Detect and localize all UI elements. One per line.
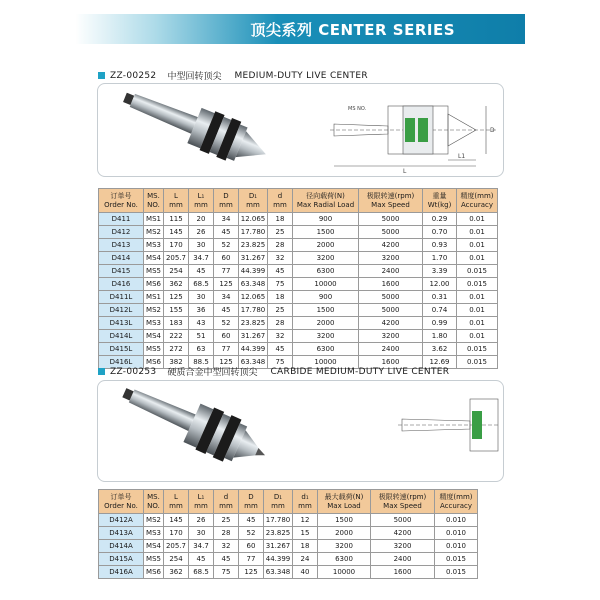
table-cell: 12.00 <box>423 278 457 291</box>
table-cell: 32 <box>268 330 293 343</box>
table-cell: 0.01 <box>457 317 498 330</box>
table-cell: 205.7 <box>164 252 189 265</box>
table-cell: 23.825 <box>239 317 268 330</box>
table-cell: 145 <box>164 226 189 239</box>
col-header: 径向载荷(N) Max Radial Load <box>293 189 359 213</box>
table-cell: 23.825 <box>264 527 293 540</box>
table-cell: 20 <box>189 213 214 226</box>
order-number-cell: D411L <box>99 291 144 304</box>
table-cell: 51 <box>189 330 214 343</box>
table-cell: 26 <box>189 226 214 239</box>
table-cell: 60 <box>214 330 239 343</box>
section-code: ZZ-00253 <box>110 366 157 377</box>
order-number-cell: D416L <box>99 356 144 369</box>
table-cell: 24 <box>293 553 318 566</box>
table-cell: 45 <box>214 304 239 317</box>
table-cell: MS2 <box>144 226 164 239</box>
order-number-cell: D413L <box>99 317 144 330</box>
table-cell: 63.348 <box>239 278 268 291</box>
section-title-en: CARBIDE MEDIUM-DUTY LIVE CENTER <box>270 366 450 377</box>
col-header: d₁ mm <box>293 490 318 514</box>
table-cell: 18 <box>268 291 293 304</box>
table-cell: 34.7 <box>189 252 214 265</box>
table-cell: 0.015 <box>457 356 498 369</box>
table-cell: 125 <box>214 356 239 369</box>
table-cell: 75 <box>268 356 293 369</box>
table-cell: 25 <box>268 304 293 317</box>
table-cell: 3200 <box>293 330 359 343</box>
table-cell: 3200 <box>371 540 435 553</box>
table-cell: 63.348 <box>239 356 268 369</box>
section-marker-icon <box>98 368 105 375</box>
table-cell: 145 <box>164 514 189 527</box>
order-number-cell: D411 <box>99 213 144 226</box>
table-cell: 28 <box>268 317 293 330</box>
table-cell: 1600 <box>371 566 435 579</box>
col-header: 订单号 Order No. <box>99 189 144 213</box>
col-header: 订单号 Order No. <box>99 490 144 514</box>
order-number-cell: D415L <box>99 343 144 356</box>
table-cell: 12 <box>293 514 318 527</box>
table-cell: 30 <box>189 239 214 252</box>
col-header: MS. NO. <box>144 189 164 213</box>
table-cell: 1.80 <box>423 330 457 343</box>
table-cell: 125 <box>214 278 239 291</box>
table-cell: 44.399 <box>239 343 268 356</box>
table-cell: 18 <box>268 213 293 226</box>
table-cell: 362 <box>164 278 189 291</box>
table-cell: 0.010 <box>435 540 478 553</box>
table-cell: 43 <box>189 317 214 330</box>
spec-table-carbide <box>98 489 478 579</box>
table-cell: 0.01 <box>457 239 498 252</box>
table-row <box>99 239 498 252</box>
col-header: 重量 Wt(kg) <box>423 189 457 213</box>
table-cell: 88.5 <box>189 356 214 369</box>
table-cell: 3.39 <box>423 265 457 278</box>
order-number-cell: D412A <box>99 514 144 527</box>
table-cell: 30 <box>189 291 214 304</box>
table-row <box>99 213 498 226</box>
table-cell: 5000 <box>359 304 423 317</box>
table-cell: 10000 <box>293 356 359 369</box>
col-header: d mm <box>268 189 293 213</box>
order-number-cell: D414 <box>99 252 144 265</box>
table-row <box>99 527 478 540</box>
table-cell: 15 <box>293 527 318 540</box>
table-cell: 3200 <box>359 252 423 265</box>
table-cell: 0.01 <box>457 226 498 239</box>
table-cell: 45 <box>268 343 293 356</box>
section-heading-carbide <box>98 365 449 378</box>
table-cell: 0.99 <box>423 317 457 330</box>
table-cell: 36 <box>189 304 214 317</box>
section-title-en: MEDIUM-DUTY LIVE CENTER <box>234 70 368 81</box>
table-cell: 45 <box>268 265 293 278</box>
table-cell: 26 <box>189 514 214 527</box>
table-cell: 1600 <box>359 278 423 291</box>
order-number-cell: D414L <box>99 330 144 343</box>
table-cell: 12.065 <box>239 213 268 226</box>
table-cell: 31.267 <box>239 252 268 265</box>
col-header: D₁ mm <box>264 490 293 514</box>
drawing-label-D: D <box>490 127 495 134</box>
table-cell: 1.70 <box>423 252 457 265</box>
table-row <box>99 265 498 278</box>
table-row <box>99 553 478 566</box>
table-cell: MS4 <box>144 252 164 265</box>
col-header: D mm <box>239 490 264 514</box>
table-cell: 4200 <box>359 317 423 330</box>
table-cell: MS4 <box>144 330 164 343</box>
table-cell: 1600 <box>359 356 423 369</box>
live-center-photo-illustration <box>98 84 503 176</box>
table-cell: 0.01 <box>457 213 498 226</box>
table-cell: 2400 <box>371 553 435 566</box>
table-cell: MS6 <box>144 356 164 369</box>
col-header: D₁ mm <box>239 189 268 213</box>
table-cell: 45 <box>189 265 214 278</box>
order-number-cell: D416A <box>99 566 144 579</box>
table-cell: 900 <box>293 213 359 226</box>
order-number-cell: D412L <box>99 304 144 317</box>
table-cell: 60 <box>239 540 264 553</box>
order-number-cell: D413A <box>99 527 144 540</box>
table-cell: 77 <box>239 553 264 566</box>
table-cell: 34 <box>214 291 239 304</box>
table-cell: MS5 <box>144 265 164 278</box>
table-cell: 125 <box>239 566 264 579</box>
section-marker-icon <box>98 72 105 79</box>
table-row <box>99 540 478 553</box>
table-cell: 60 <box>214 252 239 265</box>
col-header: L mm <box>164 490 189 514</box>
table-cell: 2000 <box>293 239 359 252</box>
table-row <box>99 226 498 239</box>
table-header-row <box>99 490 478 514</box>
product-image-panel-2 <box>97 380 504 482</box>
col-header: L₁ mm <box>189 189 214 213</box>
table-cell: 205.7 <box>164 540 189 553</box>
table-cell: 44.399 <box>264 553 293 566</box>
table-cell: 25 <box>214 514 239 527</box>
table-cell: 31.267 <box>264 540 293 553</box>
table-cell: 52 <box>239 527 264 540</box>
table-cell: 3.62 <box>423 343 457 356</box>
table-cell: 28 <box>268 239 293 252</box>
table-cell: 0.70 <box>423 226 457 239</box>
table-cell: 0.01 <box>457 304 498 317</box>
table-cell: 5000 <box>359 291 423 304</box>
table-cell: 155 <box>164 304 189 317</box>
table-cell: 68.5 <box>189 566 214 579</box>
col-header: L mm <box>164 189 189 213</box>
table-cell: 362 <box>164 566 189 579</box>
table-cell: 17.780 <box>264 514 293 527</box>
table-cell: 10000 <box>318 566 371 579</box>
center-photo <box>117 84 274 174</box>
col-header: 精度(mm) Accuracy <box>457 189 498 213</box>
table-cell: 3200 <box>359 330 423 343</box>
table-cell: 17.780 <box>239 304 268 317</box>
table-cell: 32 <box>214 540 239 553</box>
spec-table-medium-duty <box>98 188 498 369</box>
table-cell: 63 <box>189 343 214 356</box>
table-cell: 2000 <box>293 317 359 330</box>
table-cell: 382 <box>164 356 189 369</box>
table-cell: 6300 <box>293 343 359 356</box>
order-number-cell: D415A <box>99 553 144 566</box>
table-row <box>99 566 478 579</box>
table-cell: 6300 <box>293 265 359 278</box>
table-cell: 5000 <box>359 213 423 226</box>
table-cell: 1500 <box>318 514 371 527</box>
page-title: 顶尖系列 CENTER SERIES <box>250 21 455 39</box>
table-cell: 5000 <box>359 226 423 239</box>
table-cell: 1500 <box>293 226 359 239</box>
table-cell: 222 <box>164 330 189 343</box>
table-cell: MS6 <box>144 566 164 579</box>
table-cell: 25 <box>268 226 293 239</box>
drawing-label-l1: L1 <box>458 153 466 160</box>
table-cell: 30 <box>189 527 214 540</box>
center-technical-drawing <box>330 106 498 166</box>
table-cell: 0.015 <box>457 343 498 356</box>
section-heading-medium-duty <box>98 69 368 82</box>
table-row <box>99 291 498 304</box>
table-cell: 1500 <box>293 304 359 317</box>
table-cell: MS3 <box>144 527 164 540</box>
col-header: d mm <box>214 490 239 514</box>
col-header: 极限转速(rpm) Max Speed <box>371 490 435 514</box>
table-cell: 34 <box>214 213 239 226</box>
table-row <box>99 514 478 527</box>
order-number-cell: D415 <box>99 265 144 278</box>
product-image-panel-1 <box>97 83 504 177</box>
table-cell: 2400 <box>359 343 423 356</box>
table-cell: 75 <box>268 278 293 291</box>
table-cell: 4200 <box>371 527 435 540</box>
table-cell: 0.01 <box>457 330 498 343</box>
table-cell: 28 <box>214 527 239 540</box>
table-cell: 0.015 <box>435 553 478 566</box>
carbide-technical-drawing <box>398 399 498 451</box>
section-title-cn: 硬质合金中型回转顶尖 <box>167 368 258 378</box>
table-cell: 0.01 <box>457 252 498 265</box>
table-cell: MS3 <box>144 317 164 330</box>
order-number-cell: D414A <box>99 540 144 553</box>
table-row <box>99 304 498 317</box>
table-cell: 52 <box>214 317 239 330</box>
table-cell: 0.015 <box>457 278 498 291</box>
table-cell: 2400 <box>359 265 423 278</box>
table-cell: 900 <box>293 291 359 304</box>
table-row <box>99 278 498 291</box>
table-cell: MS5 <box>144 553 164 566</box>
header-banner <box>75 14 525 44</box>
table-cell: 125 <box>164 291 189 304</box>
order-number-cell: D416 <box>99 278 144 291</box>
table-cell: MS4 <box>144 540 164 553</box>
table-cell: 115 <box>164 213 189 226</box>
table-cell: 170 <box>164 527 189 540</box>
col-header: MS. NO. <box>144 490 164 514</box>
table-row <box>99 330 498 343</box>
table-cell: 0.010 <box>435 527 478 540</box>
table-cell: 0.31 <box>423 291 457 304</box>
table-cell: MS2 <box>144 514 164 527</box>
table-cell: 3200 <box>318 540 371 553</box>
order-number-cell: D413 <box>99 239 144 252</box>
table-cell: 34.7 <box>189 540 214 553</box>
table-cell: 12.065 <box>239 291 268 304</box>
table-cell: 40 <box>293 566 318 579</box>
section-title-cn: 中型回转顶尖 <box>167 72 222 82</box>
table-cell: 12.69 <box>423 356 457 369</box>
table-header-row <box>99 189 498 213</box>
table-row <box>99 317 498 330</box>
table-cell: 44.399 <box>239 265 268 278</box>
table-cell: 0.93 <box>423 239 457 252</box>
table-cell: MS2 <box>144 304 164 317</box>
table-cell: 45 <box>214 226 239 239</box>
order-number-cell: D412 <box>99 226 144 239</box>
table-row <box>99 252 498 265</box>
col-header: D mm <box>214 189 239 213</box>
table-cell: 6300 <box>318 553 371 566</box>
table-cell: 0.015 <box>435 566 478 579</box>
table-cell: 5000 <box>371 514 435 527</box>
table-cell: 31.267 <box>239 330 268 343</box>
table-cell: 0.29 <box>423 213 457 226</box>
table-cell: MS3 <box>144 239 164 252</box>
col-header: 最大载荷(N) Max Load <box>318 490 371 514</box>
table-cell: 45 <box>214 553 239 566</box>
table-cell: 0.74 <box>423 304 457 317</box>
table-cell: MS1 <box>144 291 164 304</box>
table-cell: 45 <box>189 553 214 566</box>
table-cell: 272 <box>164 343 189 356</box>
table-cell: 3200 <box>293 252 359 265</box>
table-row <box>99 343 498 356</box>
table-cell: 183 <box>164 317 189 330</box>
table-cell: 52 <box>214 239 239 252</box>
table-cell: 77 <box>214 265 239 278</box>
table-cell: 75 <box>214 566 239 579</box>
carbide-center-photo <box>115 381 274 476</box>
table-cell: 4200 <box>359 239 423 252</box>
table-cell: MS1 <box>144 213 164 226</box>
table-cell: 0.015 <box>457 265 498 278</box>
table-cell: 63.348 <box>264 566 293 579</box>
carbide-center-photo-illustration <box>98 381 503 481</box>
table-cell: 68.5 <box>189 278 214 291</box>
table-cell: 45 <box>239 514 264 527</box>
table-cell: 0.01 <box>457 291 498 304</box>
table-cell: MS6 <box>144 278 164 291</box>
col-header: 极限转速(rpm) Max Speed <box>359 189 423 213</box>
section-code: ZZ-00252 <box>110 70 157 81</box>
table-cell: 17.780 <box>239 226 268 239</box>
drawing-label-ms: MS NO. <box>348 106 367 112</box>
table-cell: 2000 <box>318 527 371 540</box>
table-cell: 0.010 <box>435 514 478 527</box>
col-header: L₁ mm <box>189 490 214 514</box>
table-cell: 10000 <box>293 278 359 291</box>
table-cell: 254 <box>164 553 189 566</box>
table-cell: 170 <box>164 239 189 252</box>
table-cell: MS5 <box>144 343 164 356</box>
table-cell: 32 <box>268 252 293 265</box>
drawing-label-l: L <box>403 168 407 175</box>
table-cell: 18 <box>293 540 318 553</box>
table-cell: 23.825 <box>239 239 268 252</box>
table-cell: 77 <box>214 343 239 356</box>
col-header: 精度(mm) Accuracy <box>435 490 478 514</box>
table-cell: 254 <box>164 265 189 278</box>
